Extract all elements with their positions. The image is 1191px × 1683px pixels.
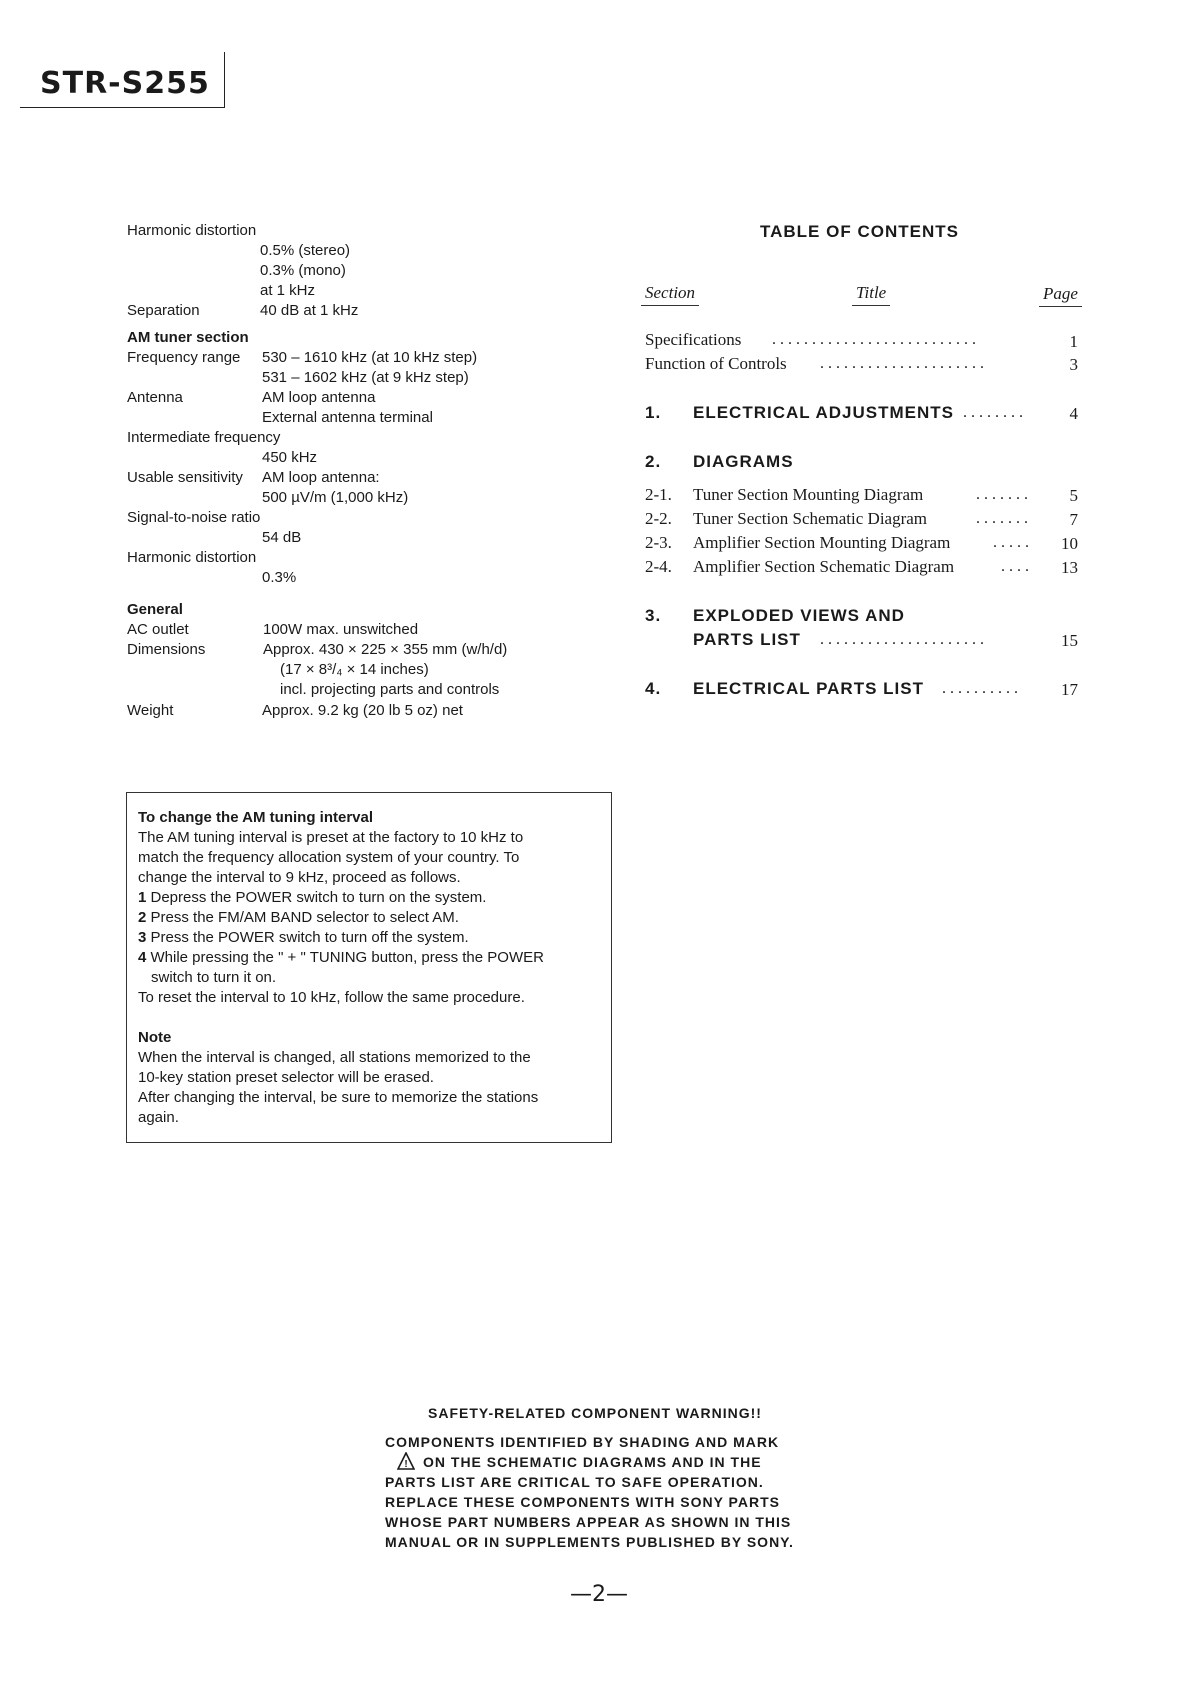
toc-entry: Amplifier Section Mounting Diagram (693, 533, 951, 552)
step-3 (138, 928, 469, 948)
spec-value: 40 dB at 1 kHz (260, 302, 359, 319)
toc-subsection-number: 2-4. (645, 557, 672, 576)
col-title-header (856, 283, 886, 303)
step-text: While pressing the " + " TUNING button, press the POWER (146, 949, 544, 966)
spec-label: Frequency range (127, 349, 241, 366)
toc-page: 17 (1061, 680, 1078, 699)
spec-label: Signal-to-noise ratio (127, 509, 261, 526)
warning-line: COMPONENTS IDENTIFIED BY SHADING AND MARK (385, 1434, 780, 1450)
spec-value: 500 µV/m (1,000 kHz) (262, 489, 409, 506)
toc-section-title: PARTS LIST (693, 630, 801, 649)
box-text: The AM tuning interval is preset at the factory to 10 kHz to (138, 829, 524, 846)
step-text: Press the FM/AM BAND selector to select AM. (146, 909, 459, 926)
toc-section-number: 3. (645, 606, 662, 625)
toc-page: 5 (1069, 486, 1078, 505)
toc-subsection-number: 2-3. (645, 533, 672, 552)
box-text: When the interval is changed, all stations memorized to the (138, 1049, 531, 1066)
step-number: 2 (138, 909, 147, 926)
header-rule-vertical (224, 52, 225, 108)
underline (641, 305, 699, 306)
leader-dots: ....... (976, 510, 1032, 527)
spec-label: Separation (127, 302, 200, 319)
warning-line: MANUAL OR IN SUPPLEMENTS PUBLISHED BY SONY. (385, 1534, 794, 1550)
toc-page: 1 (1069, 332, 1078, 351)
box-text: 10-key station preset selector will be erased. (138, 1069, 434, 1086)
leader-dots: ....... (976, 486, 1032, 503)
box-text: change the interval to 9 kHz, proceed as follows. (138, 869, 461, 886)
toc-page: 15 (1061, 631, 1078, 650)
spec-value: Approx. 430 × 225 × 355 mm (w/h/d) (263, 641, 508, 658)
step-number: 1 (138, 889, 147, 906)
toc-section-number: 2. (645, 452, 662, 471)
col-section-label: Section (645, 283, 696, 302)
toc-page: 10 (1061, 534, 1078, 553)
toc-page: 4 (1069, 404, 1078, 423)
toc-page: 13 (1061, 558, 1078, 577)
box-text: again. (138, 1109, 179, 1126)
section-heading: General (127, 601, 183, 618)
step-1 (138, 888, 486, 908)
note-heading: Note (138, 1029, 172, 1046)
spec-label: Antenna (127, 389, 183, 406)
spec-value: 530 – 1610 kHz (at 10 kHz step) (262, 349, 478, 366)
box-text: match the frequency allocation system of your country. To (138, 849, 520, 866)
toc-title: TABLE OF CONTENTS (760, 222, 959, 241)
spec-value: incl. projecting parts and controls (280, 681, 500, 698)
spec-label: Dimensions (127, 641, 206, 658)
step-number: 4 (138, 949, 147, 966)
spec-value: 531 – 1602 kHz (at 9 kHz step) (262, 369, 469, 386)
warning-line: WHOSE PART NUMBERS APPEAR AS SHOWN IN THIS (385, 1514, 792, 1530)
spec-value: External antenna terminal (262, 409, 433, 426)
leader-dots: ..................... (820, 355, 988, 372)
spec-value: Approx. 9.2 kg (20 lb 5 oz) net (262, 702, 463, 719)
toc-entry: Tuner Section Schematic Diagram (693, 509, 928, 528)
step-4 (138, 948, 544, 968)
spec-value: 450 kHz (262, 449, 318, 466)
spec-label: Intermediate frequency (127, 429, 281, 446)
toc-subsection-number: 2-2. (645, 509, 672, 528)
leader-dots: ..... (993, 534, 1033, 551)
spec-label: Harmonic distortion (127, 549, 257, 566)
model-number: STR-S255 (40, 66, 210, 101)
warning-triangle-icon (397, 1452, 415, 1470)
toc-page: 7 (1069, 510, 1078, 529)
spec-value: 54 dB (262, 529, 302, 546)
underline (852, 305, 890, 306)
spec-value: 0.3% (262, 569, 297, 586)
warning-line: REPLACE THESE COMPONENTS WITH SONY PARTS (385, 1494, 780, 1510)
toc-section-title: ELECTRICAL ADJUSTMENTS (693, 403, 954, 422)
spec-value: AM loop antenna (262, 389, 376, 406)
spec-label: Weight (127, 702, 174, 719)
col-page-header (1043, 284, 1078, 304)
underline (1039, 306, 1082, 307)
toc-section-title: DIAGRAMS (693, 452, 794, 471)
toc-section-title: ELECTRICAL PARTS LIST (693, 679, 924, 698)
step-text: Depress the POWER switch to turn on the system. (146, 889, 487, 906)
toc-entry: Function of Controls (645, 354, 787, 373)
toc-entry: Amplifier Section Schematic Diagram (693, 557, 955, 576)
step-2 (138, 908, 459, 928)
leader-dots: .......................... (772, 331, 980, 348)
box-text: switch to turn it on. (151, 969, 277, 986)
svg-text:!: ! (404, 1459, 408, 1470)
spec-value: at 1 kHz (260, 282, 316, 299)
leader-dots: .... (1001, 558, 1033, 575)
spec-label: Harmonic distortion (127, 222, 257, 239)
header-rule (20, 107, 225, 108)
spec-value: 0.5% (stereo) (260, 242, 351, 259)
warning-title: SAFETY-RELATED COMPONENT WARNING!! (428, 1405, 762, 1421)
spec-label: AC outlet (127, 621, 189, 638)
spec-value: 100W max. unswitched (263, 621, 419, 638)
toc-section-number: 4. (645, 679, 662, 698)
leader-dots: ........ (963, 404, 1027, 421)
box-text: To reset the interval to 10 kHz, follow the same procedure. (138, 989, 525, 1006)
toc-entry: Tuner Section Mounting Diagram (693, 485, 924, 504)
spec-label: Usable sensitivity (127, 469, 243, 486)
spec-value: AM loop antenna: (262, 469, 380, 486)
col-section-header (645, 283, 695, 303)
page-number: —2— (570, 1582, 628, 1607)
col-page-label: Page (1043, 284, 1078, 303)
leader-dots: .......... (942, 680, 1022, 697)
step-number: 3 (138, 929, 147, 946)
toc-entry: Specifications (645, 330, 742, 349)
box-text: After changing the interval, be sure to memorize the stations (138, 1089, 539, 1106)
toc-subsection-number: 2-1. (645, 485, 672, 504)
warning-line: PARTS LIST ARE CRITICAL TO SAFE OPERATION. (385, 1474, 764, 1490)
spec-value: (17 × 8³/₄ × 14 inches) (280, 661, 429, 678)
spec-value: 0.3% (mono) (260, 262, 346, 279)
box-heading: To change the AM tuning interval (138, 809, 374, 826)
toc-page: 3 (1069, 355, 1078, 374)
leader-dots: ..................... (820, 631, 988, 648)
col-title-label: Title (856, 283, 887, 302)
toc-section-number: 1. (645, 403, 662, 422)
toc-section-title: EXPLODED VIEWS AND (693, 606, 905, 625)
am-tuning-note-box (126, 792, 612, 1143)
warning-line: ON THE SCHEMATIC DIAGRAMS AND IN THE (423, 1454, 762, 1470)
step-text: Press the POWER switch to turn off the system. (146, 929, 469, 946)
section-heading: AM tuner section (127, 329, 249, 346)
